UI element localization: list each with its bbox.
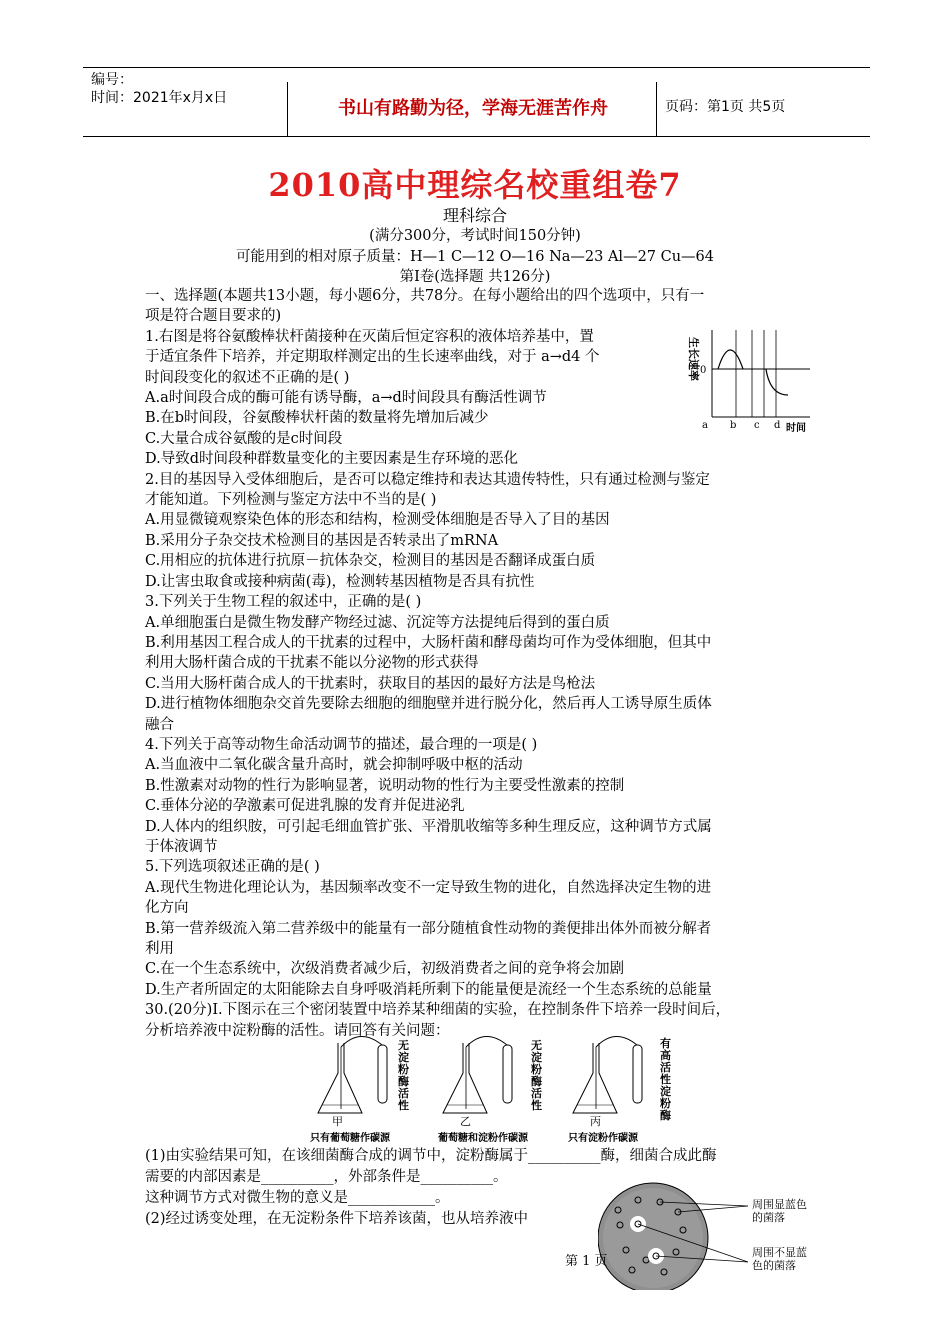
text-line: D.进行植物体细胞杂交首先要除去细胞的细胞壁并进行脱分化，然后再人工诱导原生质体	[145, 696, 712, 713]
flask-condition: 只有淀粉作碳源	[568, 1133, 638, 1144]
flask-name: 丙	[590, 1115, 601, 1128]
text-line: C.在一个生态系统中，次级消费者减少后，初级消费者之间的竞争将会加剧	[145, 961, 625, 978]
page-info: 页码：第1页 共5页	[665, 99, 786, 115]
flask-experiment-figure	[310, 1033, 690, 1148]
subtitle: 理科综合	[442, 206, 507, 225]
text-line: C.垂体分泌的孕激素可促进乳腺的发育并促进泌乳	[145, 798, 465, 815]
dish-label-blue: 周围显蓝色的菌落	[752, 1198, 807, 1224]
text-line: A.用显微镜观察染色体的形态和结构，检测受体细胞是否导入了目的基因	[145, 512, 610, 529]
text-line: B.性激素对动物的性行为影响显著，说明动物的性行为主要受性激素的控制	[145, 777, 625, 794]
flask-condition: 只有葡萄糖作碳源	[310, 1133, 390, 1144]
flask-result-jia: 无淀粉酶活性	[398, 1039, 409, 1112]
text-line: D.生产者所固定的太阳能除去自身呼吸消耗所剩下的能量便是流经一个生态系统的总能量	[145, 981, 712, 998]
header-motto: 书山有路勤为径，学海无涯苦作舟	[338, 98, 608, 119]
text-line: D.导致d时间段种群数量变化的主要因素是生存环境的恶化	[145, 451, 518, 468]
text-line: 利用大肠杆菌合成的干扰素不能以分泌物的形式获得	[145, 655, 479, 672]
text-line: 一、选择题(本题共13小题，每小题6分，共78分。在每小题给出的四个选项中，只有一	[145, 288, 705, 304]
chart-tick: b	[730, 420, 737, 431]
flask-yi	[438, 1036, 529, 1144]
text-line: 项是符合题目要求的)	[145, 308, 282, 325]
text-line: D.人体内的组织胺，可引起毛细血管扩张、平滑肌收缩等多种生理反应，这种调节方式属	[145, 818, 712, 835]
text-line: C.当用大肠杆菌合成人的干扰素时，获取目的基因的最好方法是鸟枪法	[145, 675, 596, 692]
text-line: B.第一营养级流入第二营养级中的能量有一部分随植食性动物的粪便排出体外而被分解者	[145, 920, 712, 937]
flask-result-yi: 无淀粉酶活性	[531, 1039, 542, 1112]
page-header	[83, 67, 870, 137]
chart-tick: a	[702, 420, 708, 431]
text-line: 才能知道。下列检测与鉴定方法中不当的是( )	[145, 492, 437, 509]
text-line: 于适宜条件下培养，并定期取样测定出的生长速率曲线，对于 a→d4 个	[145, 349, 600, 366]
text-line: C.大量合成谷氨酸的是c时间段	[145, 430, 343, 447]
atomic-masses: 可能用到的相对原子质量：H—1 C—12 O—16 Na—23 Al—27 Cu—64	[235, 249, 715, 265]
text-line: 时间段变化的叙述不正确的是( )	[145, 369, 350, 386]
header-divider	[287, 82, 288, 136]
flask-condition: 葡萄糖和淀粉作碳源	[438, 1133, 528, 1144]
chart-y-label: 生长速率	[687, 337, 700, 381]
text-line: 这种调节方式对微生物的意义是____________。	[145, 1190, 450, 1206]
score-time: (满分300分，考试时间150分钟)	[369, 228, 581, 244]
text-line: 4.下列关于高等动物生命活动调节的描述，最合理的一项是( )	[145, 736, 538, 753]
text-line: A.a时间段合成的酶可能有诱导酶，a→d时间段具有酶活性调节	[145, 390, 547, 407]
page-title: 2010高中理综名校重组卷7	[268, 166, 682, 204]
number-label: 编号：	[91, 72, 133, 88]
header-meta	[91, 71, 227, 107]
text-line: (2)经过诱变处理，在无淀粉条件下培养该菌，也从培养液中	[145, 1211, 529, 1227]
flask-bing	[568, 1036, 642, 1144]
text-line: 1.右图是将谷氨酸棒状杆菌接种在灭菌后恒定容积的液体培养基中，置	[145, 328, 594, 345]
header-divider	[656, 82, 657, 136]
dish-label-not-blue: 周围不显蓝色的菌落	[752, 1246, 807, 1272]
text-line: C.用相应的抗体进行抗原－抗体杂交，检测目的基因是否翻译成蛋白质	[145, 553, 596, 570]
text-line: 30.(20分)Ⅰ.下图示在三个密闭装置中培养某种细菌的实验，在控制条件下培养一段时间后，	[145, 1002, 731, 1019]
text-line: (1)由实验结果可知，在该细菌酶合成的调节中，淀粉酶属于__________酶，细菌合成此酶	[145, 1148, 717, 1164]
text-line: B.采用分子杂交技术检测目的基因是否转录出了mRNA	[145, 532, 499, 549]
text-line: A.单细胞蛋白是微生物发酵产物经过滤、沉淀等方法提纯后得到的蛋白质	[145, 614, 610, 631]
text-line: D.让害虫取食或接种病菌(毒)，检测转基因植物是否具有抗性	[145, 573, 535, 590]
flask-result-bing: 有高活性淀粉酶	[660, 1037, 671, 1122]
text-line: 融合	[145, 716, 174, 733]
text-line: 需要的内部因素是__________，外部条件是__________。	[145, 1169, 508, 1185]
text-line: A.现代生物进化理论认为，基因频率改变不一定导致生物的进化，自然选择决定生物的进	[145, 879, 712, 896]
flask-name: 乙	[460, 1115, 471, 1128]
text-line: B.利用基因工程合成人的干扰素的过程中，大肠杆菌和酵母菌均可作为受体细胞，但其中	[145, 634, 712, 651]
chart-zero-label: 0	[700, 365, 707, 376]
page-footer: 第 1 页	[565, 1254, 608, 1269]
text-line: 5.下列选项叙述正确的是( )	[145, 859, 320, 876]
petri-dish-figure	[598, 1180, 818, 1290]
text-line: 化方向	[145, 900, 189, 917]
text-line: 3.下列关于生物工程的叙述中，正确的是( )	[145, 594, 422, 611]
chart-x-label: 时间	[786, 423, 806, 434]
text-line: 2.目的基因导入受体细胞后，是否可以稳定维持和表达其遗传特性，只有通过检测与鉴定	[145, 471, 710, 488]
text-line: 于体液调节	[145, 838, 218, 855]
text-line: B.在b时间段，谷氨酸棒状杆菌的数量将先增加后减少	[145, 410, 489, 427]
flask-jia	[310, 1036, 391, 1144]
time-label: 时间：2021年x月x日	[91, 90, 228, 106]
section-heading: 第Ⅰ卷(选择题 共126分)	[399, 269, 551, 285]
growth-rate-chart	[670, 325, 820, 435]
text-line: A.当血液中二氧化碳含量升高时，就会抑制呼吸中枢的活动	[145, 757, 523, 774]
text-line: 分析培养液中淀粉酶的活性。请回答有关问题：	[145, 1022, 450, 1039]
text-line: 利用	[145, 941, 174, 957]
chart-tick: d	[774, 420, 781, 431]
flask-name: 甲	[332, 1115, 343, 1128]
chart-tick: c	[754, 420, 760, 431]
